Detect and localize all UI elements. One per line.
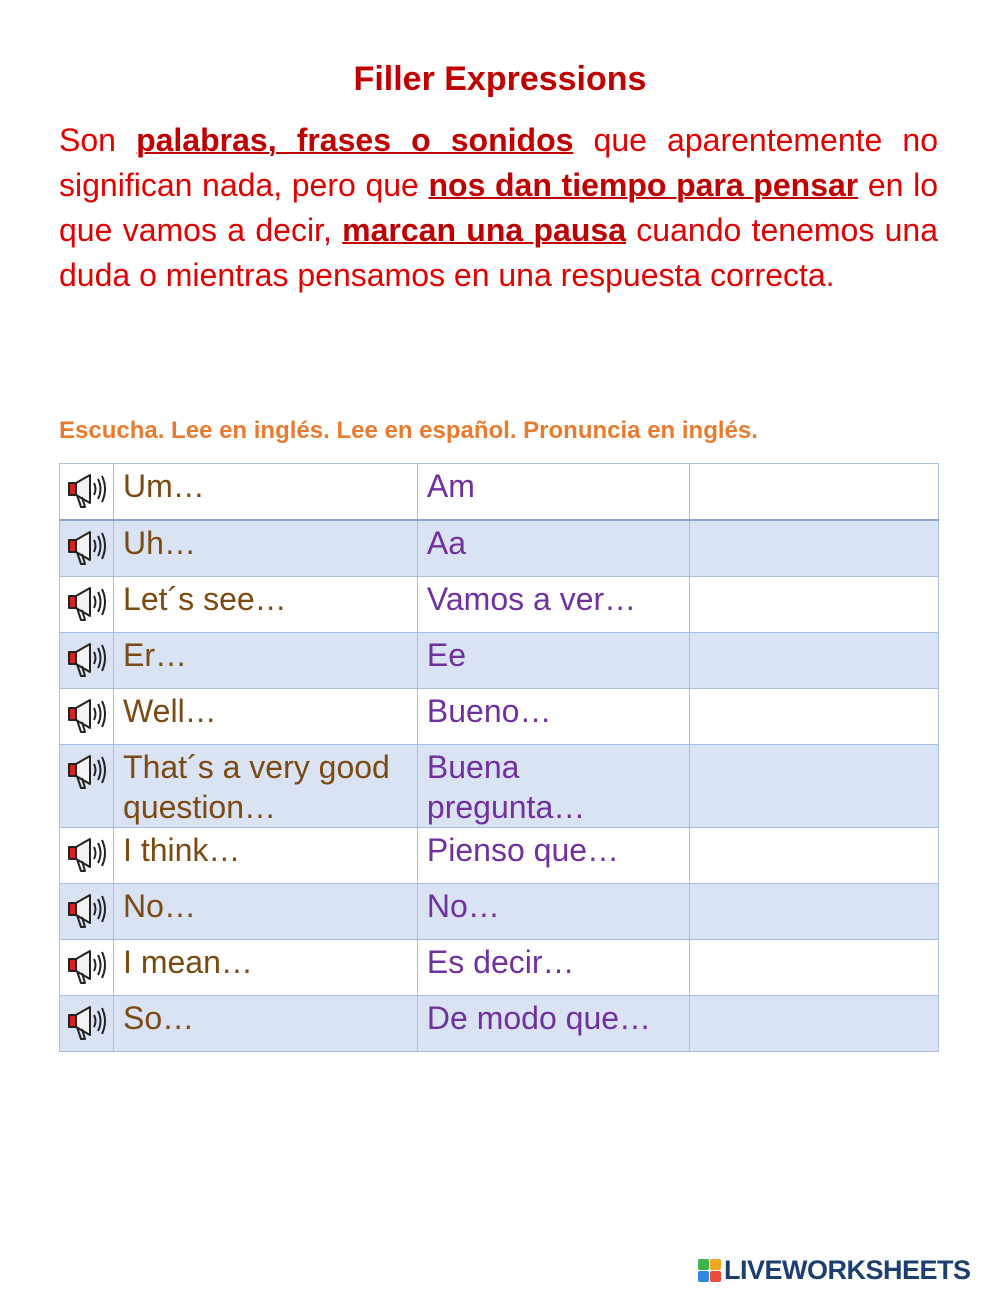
english-expression: Well… — [123, 693, 217, 729]
spanish-cell — [417, 828, 689, 884]
logo-text: LIVEWORKSHEETS — [724, 1254, 971, 1285]
table-row — [60, 745, 939, 828]
table-row — [60, 464, 939, 521]
intro-paragraph — [59, 118, 938, 298]
english-expression: Let´s see… — [123, 581, 287, 617]
spanish-cell — [417, 520, 689, 577]
spanish-translation: Aa — [426, 525, 467, 561]
spanish-translation: Es decir… — [426, 944, 575, 980]
spanish-cell — [417, 745, 689, 828]
answer-box[interactable] — [690, 633, 939, 689]
english-cell — [114, 577, 418, 633]
table-row — [60, 633, 939, 689]
instructions: Escucha. Lee en inglés. Lee en español. Pronuncia en inglés. — [59, 417, 758, 444]
megaphone-speaker-icon[interactable] — [64, 888, 110, 939]
spanish-translation: Ee — [426, 637, 467, 673]
table-row — [60, 520, 939, 577]
english-cell — [114, 996, 418, 1052]
english-cell — [114, 520, 418, 577]
spanish-translation: Vamos a ver… — [426, 581, 637, 617]
play-cell — [60, 828, 114, 884]
table-row — [60, 577, 939, 633]
english-cell — [114, 689, 418, 745]
play-cell — [60, 520, 114, 577]
answer-box[interactable] — [690, 520, 939, 577]
answer-box[interactable] — [690, 828, 939, 884]
english-expression: That´s a very good question… — [123, 749, 390, 825]
spanish-translation: Am — [426, 468, 475, 504]
play-cell — [60, 577, 114, 633]
megaphone-speaker-icon[interactable] — [64, 1000, 110, 1051]
english-expression: No… — [123, 888, 196, 924]
english-expression: Er… — [123, 637, 188, 673]
logo-mark-icon — [698, 1259, 721, 1282]
megaphone-speaker-icon[interactable] — [64, 468, 110, 519]
table-row — [60, 940, 939, 996]
english-expression: Um… — [123, 468, 205, 504]
spanish-cell — [417, 633, 689, 689]
spanish-translation: No… — [426, 888, 500, 924]
filler-expressions-table — [59, 463, 939, 1052]
english-expression: I mean… — [123, 944, 253, 980]
english-expression: I think… — [123, 832, 241, 868]
spanish-cell — [417, 884, 689, 940]
megaphone-speaker-icon[interactable] — [64, 581, 110, 632]
spanish-cell — [417, 577, 689, 633]
spanish-cell — [417, 996, 689, 1052]
play-cell — [60, 745, 114, 828]
megaphone-speaker-icon[interactable] — [64, 693, 110, 744]
english-cell — [114, 464, 418, 521]
intro-highlight-3: marcan una pausa — [342, 212, 626, 248]
megaphone-speaker-icon[interactable] — [64, 832, 110, 883]
spanish-cell — [417, 689, 689, 745]
intro-text-1: Son — [59, 122, 137, 158]
answer-box[interactable] — [690, 940, 939, 996]
answer-box[interactable] — [690, 996, 939, 1052]
answer-box[interactable] — [690, 577, 939, 633]
megaphone-speaker-icon[interactable] — [64, 637, 110, 688]
play-cell — [60, 689, 114, 745]
spanish-translation: Pienso que… — [426, 832, 620, 868]
intro-text-4: cuando tenemos una duda o mientras pensamos en una respuesta correcta. — [59, 212, 939, 293]
play-cell — [60, 633, 114, 689]
intro-highlight-1: palabras, frases o sonidos — [136, 122, 574, 158]
intro-text-3: en lo que vamos a decir, — [59, 167, 939, 248]
table-row — [60, 828, 939, 884]
table-row — [60, 884, 939, 940]
english-expression: So… — [123, 1000, 195, 1036]
play-cell — [60, 996, 114, 1052]
english-cell — [114, 828, 418, 884]
answer-box[interactable] — [690, 884, 939, 940]
answer-box[interactable] — [690, 464, 939, 521]
megaphone-speaker-icon[interactable] — [64, 749, 110, 800]
spanish-translation: Bueno… — [426, 693, 552, 729]
megaphone-speaker-icon[interactable] — [64, 525, 110, 576]
english-cell — [114, 633, 418, 689]
play-cell — [60, 940, 114, 996]
table-row — [60, 689, 939, 745]
intro-text-2: que aparentemente no significan nada, pero que — [59, 122, 939, 203]
megaphone-speaker-icon[interactable] — [64, 944, 110, 995]
spanish-cell — [417, 464, 689, 521]
english-cell — [114, 745, 418, 828]
play-cell — [60, 884, 114, 940]
answer-box[interactable] — [690, 745, 939, 828]
spanish-cell — [417, 940, 689, 996]
english-cell — [114, 884, 418, 940]
intro-highlight-2: nos dan tiempo para pensar — [428, 167, 859, 203]
spanish-translation: De modo que… — [426, 1000, 652, 1036]
english-expression: Uh… — [123, 525, 196, 561]
table-row — [60, 996, 939, 1052]
spanish-translation: Buena pregunta… — [426, 749, 586, 825]
page-title: Filler Expressions — [353, 60, 647, 98]
liveworksheets-logo — [698, 1254, 971, 1286]
english-cell — [114, 940, 418, 996]
play-cell — [60, 464, 114, 521]
answer-box[interactable] — [690, 689, 939, 745]
